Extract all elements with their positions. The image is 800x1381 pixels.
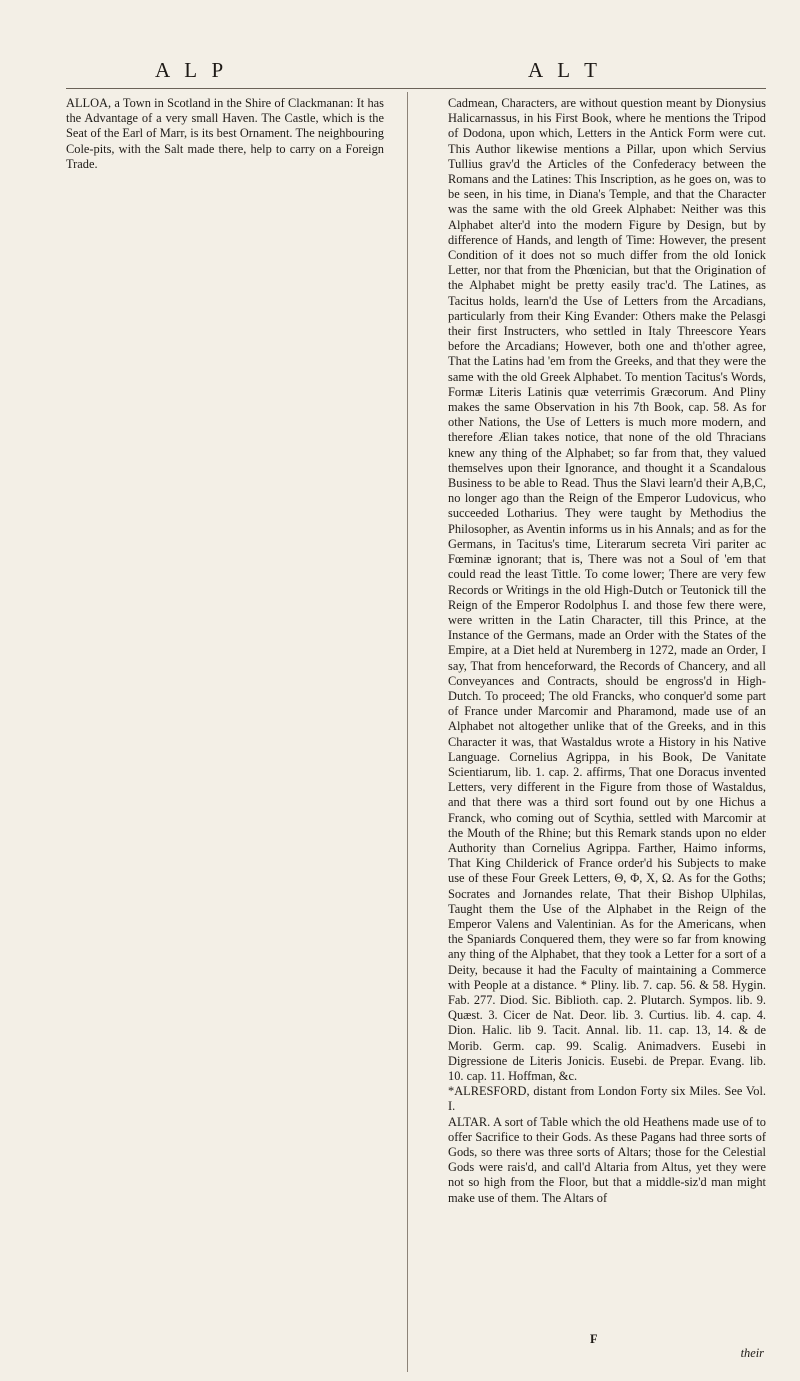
running-head-right: A L T bbox=[528, 58, 603, 82]
signature-mark: F bbox=[590, 1332, 598, 1346]
left-column bbox=[66, 96, 384, 172]
header-rule bbox=[66, 88, 766, 89]
entry-alresford: *ALRESFORD, distant from London Forty six Miles. See Vol. I. bbox=[448, 1084, 766, 1114]
column-divider bbox=[407, 92, 408, 1372]
entry-alloa: ALLOA, a Town in Scotland in the Shire of Clackmanan: It has the Advantage of a very small Haven. The Castle, which is the Seat of the Earl of Marr, is its best Ornament. The neighbouring Cole-pits, with the Salt made there, help to carry on a Foreign Trade. bbox=[66, 96, 384, 171]
page-footer bbox=[448, 1332, 766, 1372]
right-column bbox=[448, 96, 766, 1206]
entry-alphabet-continued: Cadmean, Characters, are without question meant by Dionysius Halicarnassus, in his First Book, where he mentions the Tripod of Dodona, upon which, Letters in the Antick Form were cut. This Author likewise mentions a Pillar, upon which Servius Tullius grav'd the Articles of the Confederacy between the Romans and the Latines: This Inscription, as he goes on, was to be seen, in his time, in Diana's Temple, and that the Character was the same with the old Greek Alphabet: Neither was this Alphabet alter'd into the modern Figure by Design, but by difference of Hands, and length of Time: However, the present Condition of it does not so much differ from the old Ionick Letter, nor that from the Phœnician, but that the Origination of the Alphabet might be pretty easily trac'd. The Latines, as Tacitus holds, learn'd the Use of Letters from the Arcadians, particularly from their King Evander: Others make the Pelasgi their first Instructers, who settled in Italy Threescore Years before the Arcadians; However, both one and th'other agree, That the Latins had 'em from the Greeks, and that they were the same with the old Greek Alphabet. To mention Tacitus's Words, Formæ Literis Latinis quæ veterrimis Græcorum. And Pliny makes the same Observation in his 7th Book, cap. 58. As for other Nations, the Use of Letters is much more modern, and therefore Ælian takes notice, that none of the old Thracians knew any thing of the Alphabet; so far from that, they valued themselves upon their Ignorance, and thought it a Scandalous Business to be able to Read. Thus the Slavi learn'd their A,B,C, no longer ago than the Reign of the Emperor Ludovicus, who succeeded Lotharius. They were taught by Methodius the Philosopher, as Aventin informs us in his Annals; and as for the Germans, in Tacitus's time, Literarum secreta Viri pariter ac Fœminæ ignorant; that is, There was not a Soul of 'em that could read the least Tittle. To come lower; There are very few Records or Writings in the old High-Dutch or Teutonick till the Reign of the Emperor Rodolphus I. and those few there were, were written in the Latin Character, till this Prince, at the Instance of the Germans, made an Order with the States of the Empire, at a Diet held at Nuremberg in 1272, made an Order, I say, That from henceforward, the Records of Chancery, and all Conveyances and Contracts, should be engross'd in High-Dutch. To proceed; The old Francks, who conquer'd some part of France under Marcomir and Pharamond, made use of an Alphabet not altogether unlike that of the Greeks, and in this Character it was, that Wastaldus wrote a History in his Native Language. Cornelius Agrippa, in his Book, De Vanitate Scientiarum, lib. 1. cap. 2. affirms, That one Doracus invented Letters, very different in the Figure from those of Wastaldus, and that there was a third sort found out by one Hichus a Franck, who coming out of Scythia, settled with Marcomir at the Mouth of the Rhine; but this Remark stands upon no elder Authority than Cornelius Agrippa. Farther, Haimo informs, That King Childerick of France order'd his Subjects to make use of these Four Greek Letters, Θ, Φ, X, Ω. As for the Goths; Socrates and Jornandes relate, That their Bishop Ulphilas, Taught them the Use of the Alphabet in the Reign of the Emperor Valens and Valentinian. As for the Americans, when the Spaniards Conquered them, they were so far from knowing any thing of the Alphabet, that they took a Letter for a sort of a Deity, because it had the Faculty of maintaining a Commerce with People at a distance. * Pliny. lib. 7. cap. 56. & 58. Hygin. Fab. 277. Diod. Sic. Biblioth. cap. 2. Plutarch. Sympos. lib. 9. Quæst. 3. Cicer de Nat. Deor. lib. 3. Curtius. lib. 4. cap. 4. Dion. Halic. lib 9. Tacit. Annal. lib. 11. cap. 13, 14. & de Morib. Germ. cap. 99. Scalig. Animadvers. Eusebi in Digressione de Literis Jonicis. Eusebi. de Prepar. Evang. lib. 10. cap. 11. Hoffman, &c. bbox=[448, 96, 766, 1083]
catchword: their bbox=[740, 1346, 764, 1360]
running-head bbox=[0, 58, 800, 88]
entry-altar: ALTAR. A sort of Table which the old Heathens made use of to offer Sacrifice to their Gods. As these Pagans had three sorts of Gods, so there was three sorts of Altars; those for the Celestial Gods were rais'd, and call'd Altaria from Altus, yet they were not so high from the Floor, but that a middle-siz'd man might make use of them. The Altars of bbox=[448, 1114, 766, 1205]
running-head-left: A L P bbox=[155, 58, 229, 82]
